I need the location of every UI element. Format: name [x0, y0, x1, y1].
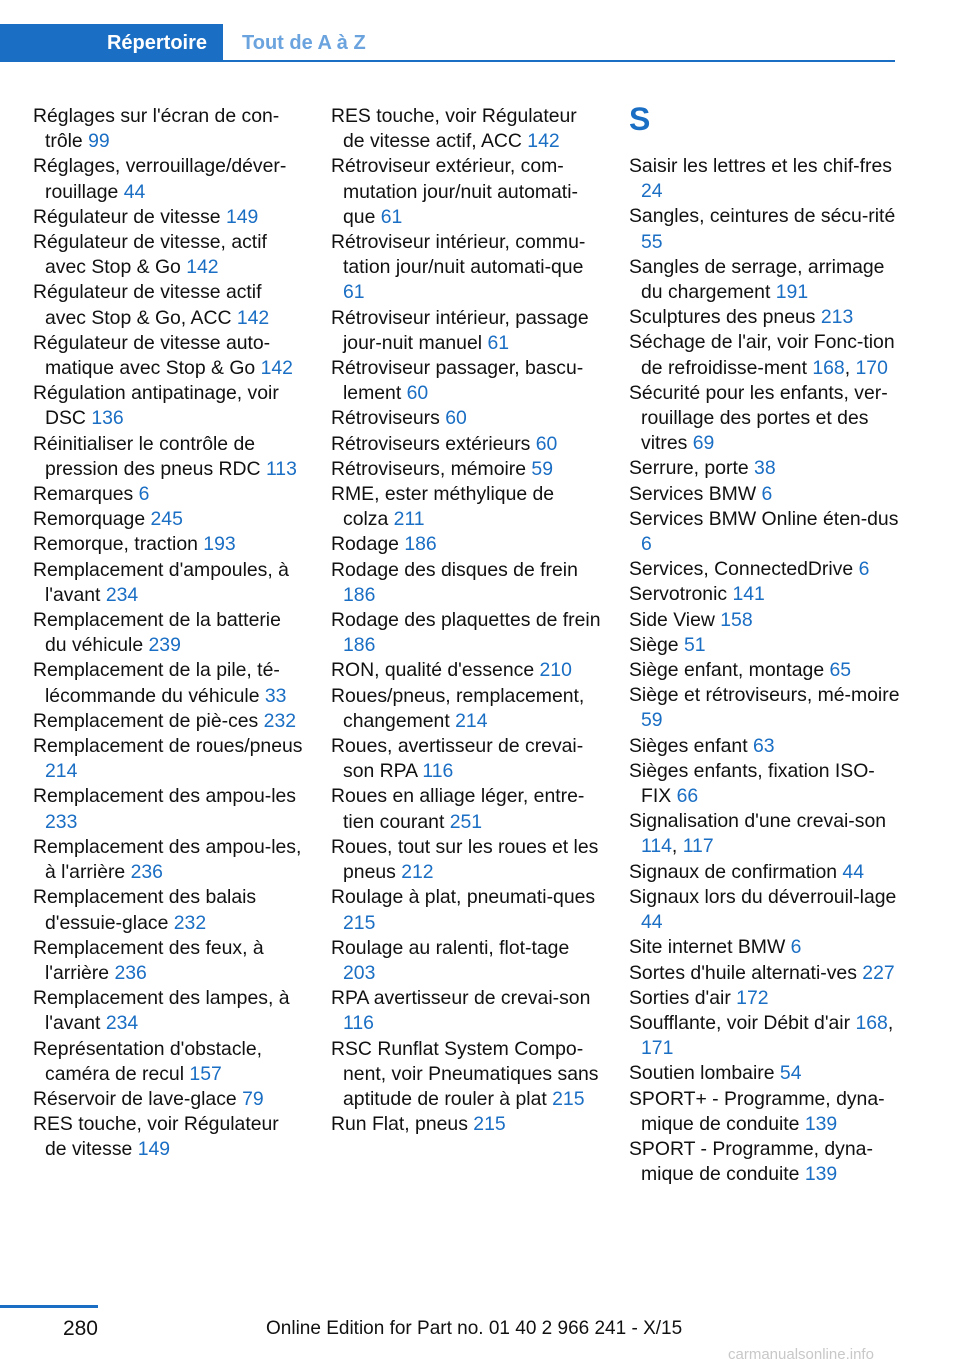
index-entry [331, 406, 603, 431]
index-column-1 [33, 104, 305, 1163]
page-link[interactable]: 117 [682, 835, 714, 858]
page-link[interactable]: 171 [641, 1037, 674, 1060]
entry-text: SPORT - Programme, dyna-mique de conduite [629, 1137, 873, 1186]
entry-text: Remplacement d'ampoules, à l'avant [33, 558, 289, 606]
entry-text: SPORT+ - Programme, dyna-mique de conduite [629, 1087, 885, 1135]
page-link[interactable]: 233 [45, 810, 78, 833]
index-entry [33, 381, 305, 431]
entry-text: Réglages sur l'écran de con-trôle [33, 105, 280, 153]
entry-text: Sièges enfant [629, 734, 753, 757]
index-entry [331, 684, 603, 734]
page-link[interactable]: 113 [265, 457, 297, 480]
index-entry: Signalisation d'une crevai-son 114, 117 [629, 810, 887, 858]
entry-text: Sortes d'huile alternati-ves [629, 961, 863, 984]
index-entry [331, 608, 603, 658]
index-entry [33, 205, 305, 230]
entry-text: Rodage [331, 533, 405, 556]
page-link[interactable]: 186 [404, 533, 437, 556]
index-entry [331, 432, 603, 457]
page-link[interactable]: 61 [380, 205, 403, 228]
index-entry [33, 734, 305, 784]
index-entry [629, 255, 901, 305]
entry-text: Remplacement des balais d'essuie-glace [33, 886, 257, 934]
page-link[interactable]: 186 [343, 634, 376, 657]
entry-text: Sécurité pour les enfants, ver-rouillage des portes et des vitres [629, 381, 888, 455]
page-link[interactable]: 99 [88, 130, 110, 153]
entry-text: RSC Runflat System Compo-nent, voir Pneumatiques sans aptitude de rouler à plat [331, 1037, 599, 1110]
edition-note: Online Edition for Part no. 01 40 2 966 241 - X/15 [266, 1318, 683, 1339]
page-link[interactable]: 44 [123, 180, 146, 203]
page-link[interactable]: 44 [842, 860, 864, 883]
entry-text: Rétroviseur passager, bascu-lement [331, 357, 584, 405]
page-link[interactable]: 214 [45, 760, 78, 783]
page-link[interactable]: 211 [393, 508, 425, 531]
page-link[interactable]: 116 [343, 1012, 374, 1035]
entry-text: Rodage des disques de frein [331, 558, 578, 581]
entry-text: Siège [629, 633, 684, 656]
page-link[interactable]: 59 [641, 709, 663, 732]
page-link[interactable]: 191 [775, 281, 809, 304]
index-entry [33, 532, 305, 557]
entry-text: RON, qualité d'essence [331, 659, 540, 682]
entry-text: Sièges enfants, fixation ISO-FIX [629, 759, 875, 808]
index-entry: Séchage de l'air, voir Fonc-tion de refroidisse-ment 168, 170 [629, 331, 895, 379]
index-entry [629, 734, 901, 759]
index-entry [629, 986, 901, 1011]
index-entry [331, 986, 603, 1036]
page-link[interactable]: 55 [641, 230, 663, 253]
index-entry [629, 1061, 901, 1086]
entry-text: Rétroviseur intérieur, commu-tation jour/nuit automati-que [331, 231, 586, 279]
entry-text: Rétroviseurs, mémoire [331, 457, 532, 480]
index-entry [629, 482, 901, 507]
page-link[interactable]: 236 [130, 861, 163, 884]
index-entry [331, 558, 603, 608]
page-link[interactable]: 51 [683, 633, 706, 656]
index-entry [629, 1087, 901, 1137]
page-link[interactable]: 24 [641, 180, 663, 203]
page-link[interactable]: 44 [641, 911, 663, 934]
entry-text: RES touche, voir Régulateur de vitesse actif, ACC [331, 105, 577, 153]
entry-text: Remplacement de la pile, té-lécommande du véhicule [33, 659, 280, 707]
entry-text: Roulage au ralenti, flot-tage [331, 936, 570, 959]
page-link[interactable]: 60 [445, 407, 467, 430]
entry-text: Sangles, ceintures de sécu-rité [629, 205, 896, 228]
page-link[interactable]: 6 [761, 482, 773, 505]
entry-text: Sangles de serrage, arrimage du chargement [629, 255, 885, 304]
index-entry [33, 331, 305, 381]
entry-text: Roulage à plat, pneumati-ques [331, 886, 596, 909]
index-entry [629, 935, 901, 960]
index-entry [33, 1087, 305, 1112]
index-entry [629, 1137, 901, 1187]
index-entry [33, 154, 305, 204]
index-entry [331, 885, 603, 935]
page-link[interactable]: 251 [449, 810, 483, 833]
page-link[interactable]: 33 [264, 684, 287, 707]
page-link[interactable]: 234 [105, 583, 139, 606]
index-entry [331, 104, 603, 154]
entry-text: Roues/pneus, remplacement, changement [331, 684, 585, 732]
page-link[interactable]: 61 [487, 331, 510, 354]
page-link[interactable]: 69 [692, 432, 715, 455]
entry-text: Site internet BMW [629, 936, 791, 959]
page-link[interactable]: 142 [260, 357, 293, 380]
index-entry [331, 658, 603, 683]
page-link[interactable]: 210 [539, 659, 572, 682]
page-link[interactable]: 186 [343, 583, 376, 606]
page-link[interactable]: 142 [527, 130, 560, 153]
index-entry [33, 709, 305, 734]
entry-text: Remplacement de la batterie du véhicule [33, 609, 281, 657]
entry-text: Roues, avertisseur de crevai-son RPA [331, 735, 584, 783]
page-link[interactable]: 142 [186, 256, 219, 279]
entry-text: Régulation antipatinage, voir DSC [33, 382, 279, 430]
page-link[interactable]: 54 [779, 1062, 802, 1085]
index-entry [629, 759, 901, 809]
index-entry [629, 456, 901, 481]
entry-text: Roues, tout sur les roues et les pneus [331, 835, 599, 884]
index-entry [33, 885, 305, 935]
page-link[interactable]: 6 [138, 483, 150, 506]
index-entry [33, 230, 305, 280]
entry-text: Remplacement de roues/pneus [33, 735, 303, 758]
index-entry [33, 658, 305, 708]
entry-text: Régulateur de vitesse auto-matique avec Stop & Go [33, 331, 271, 380]
entry-text: Remplacement des lampes, à l'avant [33, 987, 290, 1035]
entry-text: Soufflante, voir Débit d'air [629, 1011, 856, 1034]
page-link[interactable]: 172 [736, 986, 769, 1009]
index-entry [629, 582, 901, 607]
index-entry [331, 457, 603, 482]
entry-text: Réglages, verrouillage/déver-rouillage [33, 155, 287, 203]
page-link[interactable]: 60 [406, 382, 429, 405]
index-entry [629, 381, 901, 457]
index-entry [331, 306, 603, 356]
index-entry [33, 507, 305, 532]
index-entry [33, 784, 305, 834]
page-link[interactable]: 193 [203, 533, 236, 556]
entry-text: Servotronic [629, 583, 733, 606]
index-entry: Soufflante, voir Débit d'air 168, 171 [629, 1011, 894, 1060]
entry-text: Régulateur de vitesse [33, 205, 226, 228]
page-link[interactable]: 215 [552, 1087, 585, 1110]
watermark: carmanualsonline.info [728, 1346, 874, 1362]
page-link[interactable]: 79 [242, 1087, 264, 1110]
entry-text: Soutien lombaire [629, 1062, 780, 1085]
page-link[interactable]: 65 [829, 659, 852, 682]
entry-text: RME, ester méthylique de colza [331, 483, 555, 531]
page-link[interactable]: 239 [148, 634, 181, 657]
page-link[interactable]: 236 [114, 961, 147, 984]
entry-text: Remplacement des feux, à l'arrière [33, 936, 264, 984]
index-entry [331, 482, 603, 532]
index-entry [331, 532, 603, 557]
page-link[interactable]: 114 [641, 835, 672, 858]
page-link[interactable]: 61 [343, 281, 365, 304]
page-link[interactable]: 214 [455, 709, 488, 732]
entry-text: Rétroviseurs extérieurs [331, 432, 536, 455]
page-link[interactable]: 6 [858, 558, 870, 581]
entry-text: Remplacement de piè-ces [33, 709, 264, 732]
tab-a-to-z[interactable]: Tout de A à Z [242, 31, 366, 54]
index-entry [33, 1112, 305, 1162]
page-link[interactable]: 136 [91, 407, 124, 430]
section-letter: S [629, 101, 651, 137]
index-entry [629, 204, 901, 254]
entry-text: Rétroviseurs [331, 407, 446, 430]
tab-repertoire[interactable]: Répertoire [0, 24, 223, 62]
page-link[interactable]: 38 [754, 457, 776, 480]
entry-text: Signaux de confirmation [629, 860, 843, 883]
index-entry [629, 885, 901, 935]
page-link[interactable]: 149 [225, 205, 259, 228]
index-entry [331, 230, 603, 306]
entry-text: Réinitialiser le contrôle de pression des pneus RDC [33, 432, 266, 480]
page-link[interactable]: 6 [790, 936, 802, 959]
index-entry [33, 1037, 305, 1087]
page-link[interactable]: 116 [422, 760, 454, 783]
entry-text: Signaux lors du déverrouil-lage [629, 885, 897, 908]
index-entry [331, 356, 603, 406]
page-link[interactable]: 66 [676, 785, 699, 808]
page-link[interactable]: 141 [732, 583, 765, 606]
page-link[interactable]: 212 [401, 861, 434, 884]
entry-text: Représentation d'obstacle, caméra de recul [33, 1037, 262, 1085]
entry-text: Services BMW [629, 482, 762, 505]
entry-text: Siège et rétroviseurs, mé-moire [629, 684, 900, 707]
page-link[interactable]: 232 [263, 709, 297, 732]
page-number: 280 [62, 1317, 98, 1340]
entry-text: Signalisation d'une crevai-son [629, 810, 887, 833]
page-link[interactable]: 60 [535, 432, 558, 455]
index-entry [33, 104, 305, 154]
index-entry [629, 633, 901, 658]
page-link[interactable]: 213 [820, 306, 854, 329]
page-link[interactable]: 6 [641, 533, 652, 556]
entry-text: Réservoir de lave-glace [33, 1087, 243, 1110]
page-link[interactable]: 149 [137, 1138, 171, 1161]
entry-text: Rétroviseur intérieur, passage jour-nuit manuel [331, 306, 589, 354]
entry-text: Rétroviseur extérieur, com-mutation jour/nuit automati-que [331, 155, 578, 228]
index-entry [629, 658, 901, 683]
index-entry [331, 154, 603, 230]
entry-text: Séchage de l'air, voir Fonc-tion de refroidisse-ment [629, 331, 895, 379]
page-link[interactable]: 232 [173, 911, 207, 934]
tab-bar [0, 24, 895, 62]
page-link[interactable]: 170 [855, 356, 888, 379]
entry-text: Side View [629, 608, 721, 631]
entry-text: RES touche, voir Régulateur de vitesse [33, 1113, 279, 1161]
page-link[interactable]: 168 [855, 1011, 888, 1034]
index-entry [331, 1112, 603, 1137]
entry-text: Sorties d'air [629, 986, 737, 1009]
entry-text: Remplacement des ampou-les [33, 785, 296, 808]
entry-text: Remplacement des ampou-les, à l'arrière [33, 835, 302, 884]
index-entry [33, 986, 305, 1036]
index-entry [629, 608, 901, 633]
page-link[interactable]: 63 [752, 734, 775, 757]
entry-text: Rodage des plaquettes de frein [331, 609, 601, 632]
page-link[interactable]: 203 [343, 961, 376, 984]
index-entry [629, 305, 901, 330]
page-link[interactable]: 142 [236, 306, 270, 329]
index-entry [33, 558, 305, 608]
page-link[interactable]: 215 [343, 911, 376, 934]
index-entry [33, 936, 305, 986]
index-column-2 [331, 104, 603, 1137]
index-entry [331, 734, 603, 784]
index-entry [629, 860, 901, 885]
index-entry [629, 154, 901, 204]
index-entry [33, 482, 305, 507]
page-link[interactable]: 215 [473, 1113, 506, 1136]
entry-text: Régulateur de vitesse, actif avec Stop & Go [33, 231, 267, 279]
entry-text: Services BMW Online éten-dus [629, 507, 899, 530]
entry-text: RPA avertisseur de crevai-son [331, 987, 591, 1010]
entry-text: Services, ConnectedDrive [629, 558, 859, 581]
page-link[interactable]: 59 [531, 457, 553, 480]
index-entry [629, 507, 901, 557]
page-link[interactable]: 234 [105, 1012, 139, 1035]
index-entry [331, 835, 603, 885]
entry-text: Sculptures des pneus [629, 306, 821, 329]
page-link[interactable]: 139 [804, 1163, 838, 1186]
entry-text: Régulateur de vitesse actif avec Stop & Go, ACC [33, 281, 262, 329]
entry-text: Run Flat, pneus [331, 1113, 474, 1136]
page-link[interactable]: 245 [150, 508, 183, 531]
index-entry [629, 961, 901, 986]
footer-rule [0, 1305, 98, 1308]
index-entry [33, 835, 305, 885]
entry-text: Remorquage [33, 508, 151, 531]
index-entry [629, 557, 901, 582]
page-link[interactable]: 158 [720, 608, 753, 631]
entry-text: Siège enfant, montage [629, 659, 830, 682]
index-entry [33, 280, 305, 330]
index-entry [629, 683, 901, 733]
index-entry [331, 1037, 603, 1113]
index-entry [331, 936, 603, 986]
entry-text: Roues en alliage léger, entre-tien courant [331, 785, 585, 833]
entry-text: Remorque, traction [33, 533, 204, 556]
index-entry [33, 432, 305, 482]
index-entry [33, 608, 305, 658]
entry-text: Serrure, porte [629, 457, 755, 480]
page-link[interactable]: 157 [189, 1062, 222, 1085]
page-link[interactable]: 227 [862, 961, 895, 984]
page-link[interactable]: 139 [804, 1112, 838, 1135]
index-column-3 [629, 101, 901, 1187]
entry-text: Remarques [33, 483, 139, 506]
entry-text: Saisir les lettres et les chif-fres [629, 155, 892, 177]
page-link[interactable]: 168 [812, 356, 845, 379]
index-entry [331, 784, 603, 834]
